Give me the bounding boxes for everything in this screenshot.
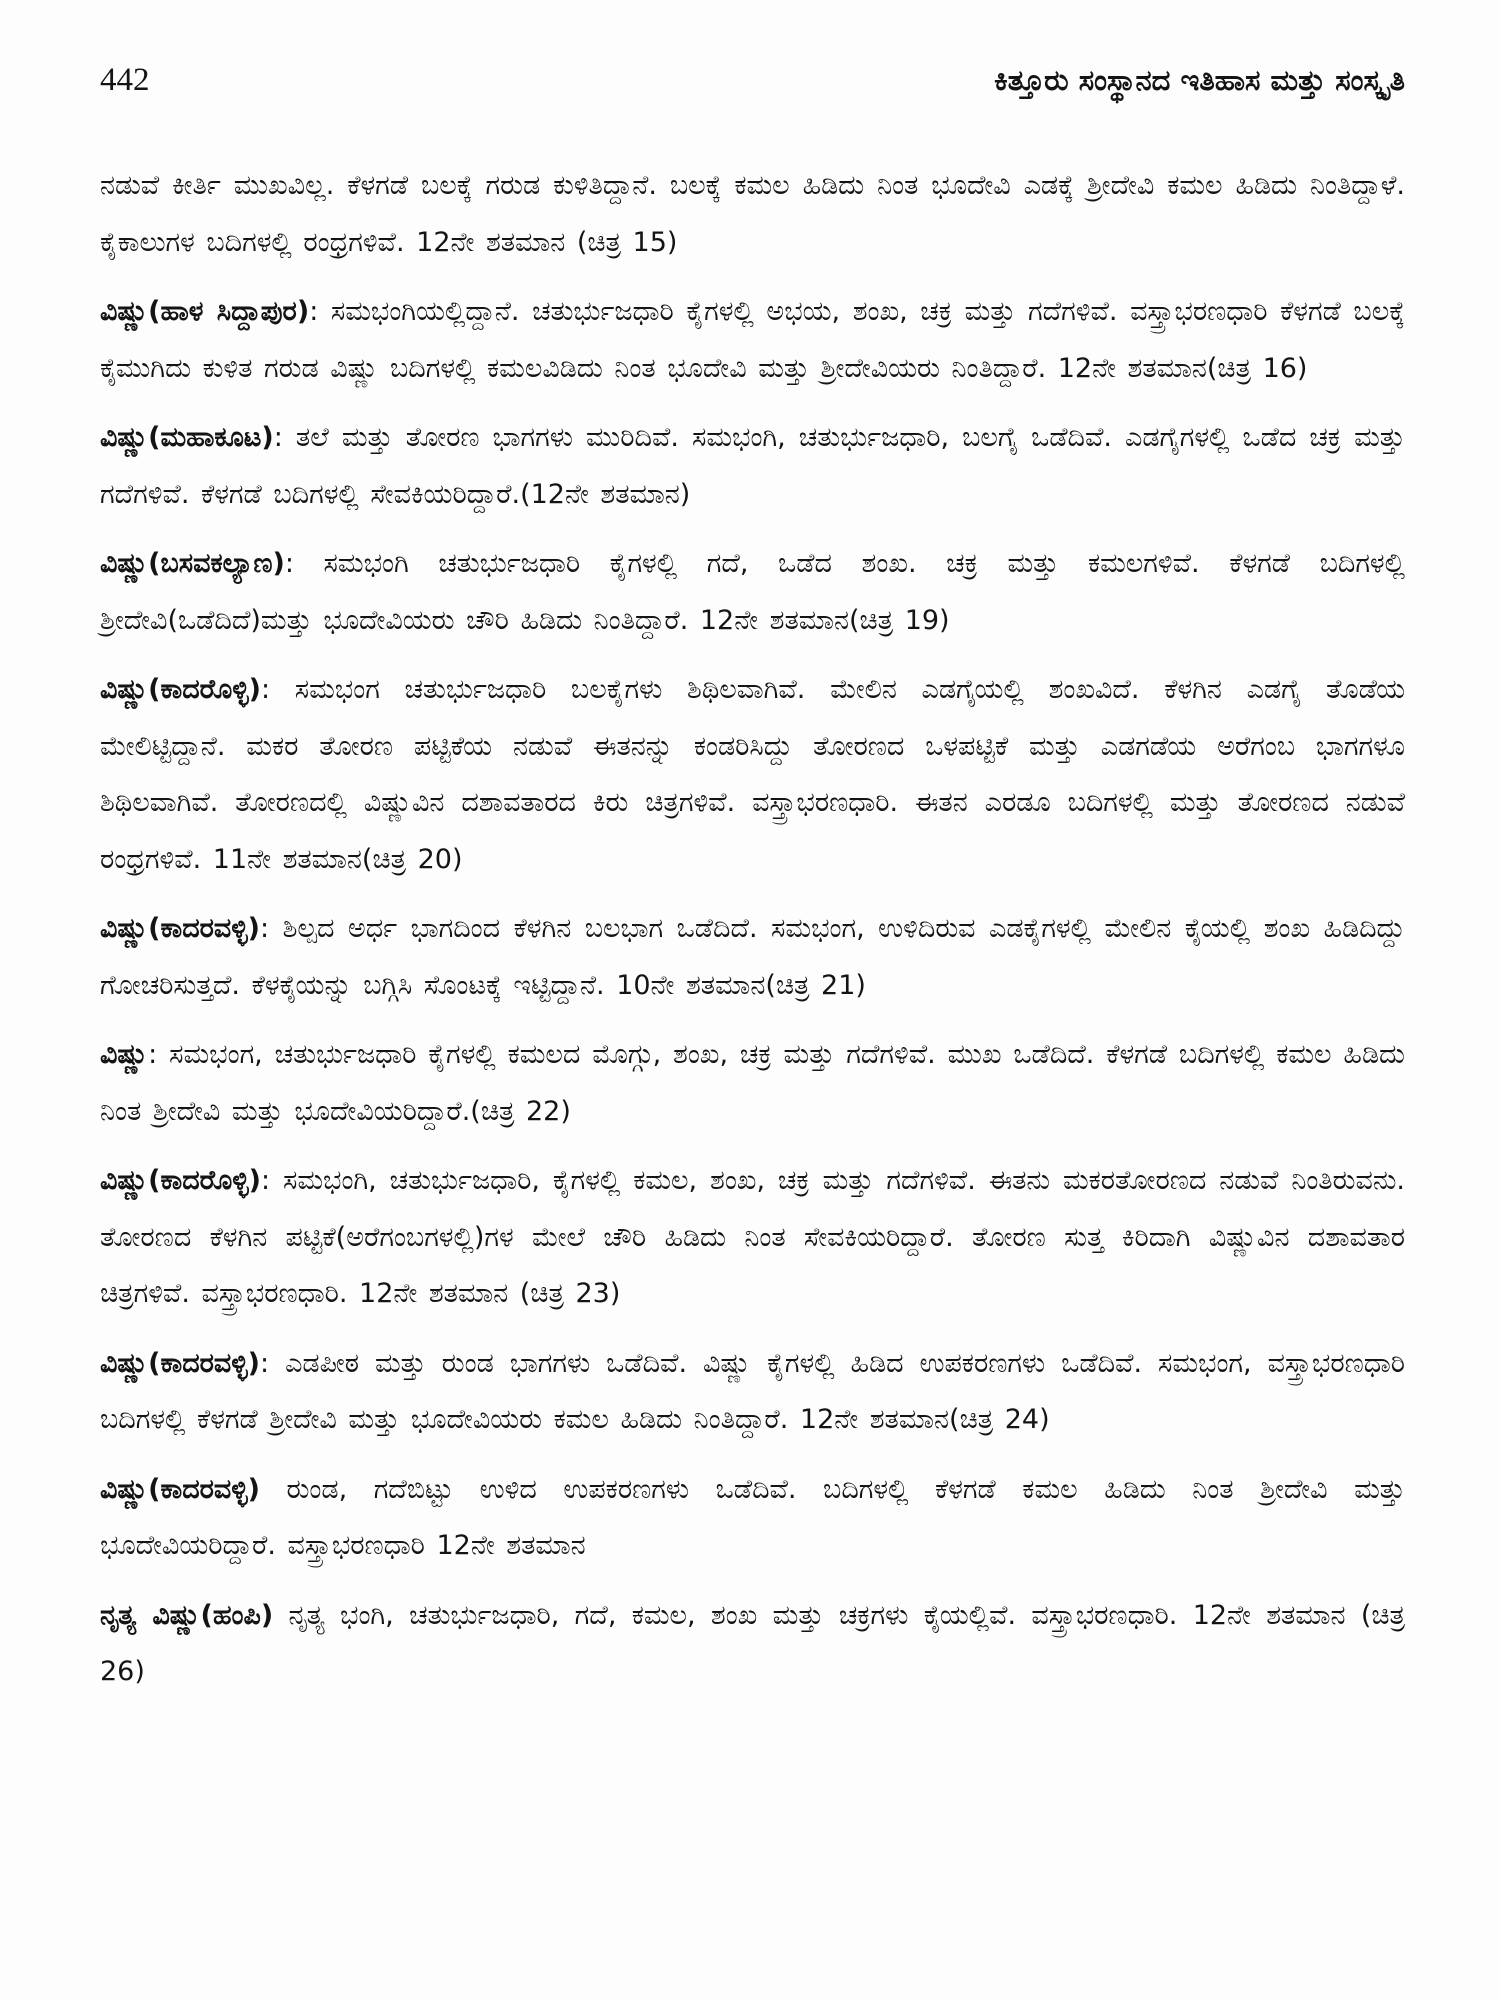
paragraph-title: ವಿಷ್ಣು(ಬಸವಕಲ್ಯಾಣ) (100, 548, 285, 579)
paragraph (100, 536, 1405, 649)
paragraph (100, 1027, 1405, 1140)
paragraph (100, 1153, 1405, 1323)
paragraph (100, 1588, 1405, 1701)
paragraph-text: : ಶಿಲ್ಪದ ಅರ್ಧ ಭಾಗದಿಂದ ಕೆಳಗಿನ ಬಲಭಾಗ ಒಡೆದಿದೆ. ಸಮಭಂಗ, ಉಳಿದಿರುವ ಎಡಕೈಗಳಲ್ಲಿ ಮೇಲಿನ ಕೈಯಲ್ಲಿ ಶಂಖ ಹಿಡಿದಿದ್ದು ಗೋಚರಿಸುತ್ತದೆ. ಕೆಳಕೈಯನ್ನು ಬಗ್ಗಿಸಿ ಸೊಂಟಕ್ಕೆ ಇಟ್ಟಿದ್ದಾನೆ. 10ನೇ ಶತಮಾನ(ಚಿತ್ರ 21) (100, 913, 1405, 1001)
paragraph-text: : ಸಮಭಂಗಿ, ಚತುರ್ಭುಜಧಾರಿ, ಕೈಗಳಲ್ಲಿ ಕಮಲ, ಶಂಖ, ಚಕ್ರ ಮತ್ತು ಗದೆಗಳಿವೆ. ಈತನು ಮಕರತೋರಣದ ನಡುವೆ ನಿಂತಿರುವನು. ತೋರಣದ ಕೆಳಗಿನ ಪಟ್ಟಿಕೆ(ಅರೆಗಂಬಗಳಲ್ಲಿ)ಗಳ ಮೇಲೆ ಚೌರಿ ಹಿಡಿದು ನಿಂತ ಸೇವಕಿಯರಿದ್ದಾರೆ. ತೋರಣ ಸುತ್ತ ಕಿರಿದಾಗಿ ವಿಷ್ಣುವಿನ ದಶಾವತಾರ ಚಿತ್ರಗಳಿವೆ. ವಸ್ತ್ರಾಭರಣಧಾರಿ. 12ನೇ ಶತಮಾನ (ಚಿತ್ರ 23) (100, 1165, 1405, 1309)
paragraph-text: : ಸಮಭಂಗಿಯಲ್ಲಿದ್ದಾನೆ. ಚತುರ್ಭುಜಧಾರಿ ಕೈಗಳಲ್ಲಿ ಅಭಯ, ಶಂಖ, ಚಕ್ರ ಮತ್ತು ಗದೆಗಳಿವೆ. ವಸ್ತ್ರಾಭರಣಧಾರಿ ಕೆಳಗಡೆ ಬಲಕ್ಕೆ ಕೈಮುಗಿದು ಕುಳಿತ ಗರುಡ ವಿಷ್ಣು ಬದಿಗಳಲ್ಲಿ ಕಮಲವಿಡಿದು ನಿಂತ ಭೂದೇವಿ ಮತ್ತು ಶ್ರೀದೇವಿಯರು ನಿಂತಿದ್ದಾರೆ. 12ನೇ ಶತಮಾನ(ಚಿತ್ರ 16) (100, 296, 1405, 384)
paragraph (100, 1462, 1405, 1575)
paragraph-text: : ಸಮಭಂಗ, ಚತುರ್ಭುಜಧಾರಿ ಕೈಗಳಲ್ಲಿ ಕಮಲದ ಮೊಗ್ಗು, ಶಂಖ, ಚಕ್ರ ಮತ್ತು ಗದೆಗಳಿವೆ. ಮುಖ ಒಡೆದಿದೆ. ಕೆಳಗಡೆ ಬದಿಗಳಲ್ಲಿ ಕಮಲ ಹಿಡಿದು ನಿಂತ ಶ್ರೀದೇವಿ ಮತ್ತು ಭೂದೇವಿಯರಿದ್ದಾರೆ.(ಚಿತ್ರ 22) (100, 1039, 1405, 1127)
paragraph (100, 284, 1405, 397)
paragraph-text: : ಎಡಪೀಠ ಮತ್ತು ರುಂಡ ಭಾಗಗಳು ಒಡೆದಿವೆ. ವಿಷ್ಣು ಕೈಗಳಲ್ಲಿ ಹಿಡಿದ ಉಪಕರಣಗಳು ಒಡೆದಿವೆ. ಸಮಭಂಗ, ವಸ್ತ್ರಾಭರಣಧಾರಿ ಬದಿಗಳಲ್ಲಿ ಕೆಳಗಡೆ ಶ್ರೀದೇವಿ ಮತ್ತು ಭೂದೇವಿಯರು ಕಮಲ ಹಿಡಿದು ನಿಂತಿದ್ದಾರೆ. 12ನೇ ಶತಮಾನ(ಚಿತ್ರ 24) (100, 1347, 1405, 1435)
paragraph-title: ವಿಷ್ಣು(ಮಹಾಕೂಟ) (100, 422, 274, 453)
running-title: ಕಿತ್ತೂರು ಸಂಸ್ಥಾನದ ಇತಿಹಾಸ ಮತ್ತು ಸಂಸ್ಕೃತಿ (994, 63, 1405, 97)
paragraph-text: ನೃತ್ಯ ಭಂಗಿ, ಚತುರ್ಭುಜಧಾರಿ, ಗದೆ, ಕಮಲ, ಶಂಖ ಮತ್ತು ಚಕ್ರಗಳು ಕೈಯಲ್ಲಿವೆ. ವಸ್ತ್ರಾಭರಣಧಾರಿ. 12ನೇ ಶತಮಾನ (ಚಿತ್ರ 26) (100, 1599, 1405, 1687)
paragraph-title: ವಿಷ್ಣು(ಕಾದರವಳ್ಳಿ) (100, 1473, 261, 1505)
paragraph (100, 158, 1405, 271)
paragraph (100, 662, 1405, 888)
page-header (100, 62, 1405, 112)
paragraph-text: ರುಂಡ, ಗದೆಬಿಟ್ಟು ಉಳಿದ ಉಪಕರಣಗಳು ಒಡೆದಿವೆ. ಬದಿಗಳಲ್ಲಿ ಕೆಳಗಡೆ ಕಮಲ ಹಿಡಿದು ನಿಂತ ಶ್ರೀದೇವಿ ಮತ್ತು ಭೂದೇವಿಯರಿದ್ದಾರೆ. ವಸ್ತ್ರಾಭರಣಧಾರಿ 12ನೇ ಶತಮಾನ (100, 1473, 1405, 1561)
paragraph-title: ವಿಷ್ಣು(ಕಾದರವಳ್ಳಿ) (100, 913, 261, 944)
paragraph-title: ವಿಷ್ಣು(ಕಾದರೊಳ್ಳಿ) (100, 1165, 261, 1196)
paragraph-title: ವಿಷ್ಣು(ಕಾದರೊಳ್ಳಿ) (100, 674, 261, 705)
paragraph-title: ನೃತ್ಯ ವಿಷ್ಣು(ಹಂಪಿ) (100, 1599, 274, 1631)
paragraph (100, 1336, 1405, 1449)
paragraph-text: : ಸಮಭಂಗ ಚತುರ್ಭುಜಧಾರಿ ಬಲಕೈಗಳು ಶಿಥಿಲವಾಗಿವೆ. ಮೇಲಿನ ಎಡಗೈಯಲ್ಲಿ ಶಂಖವಿದೆ. ಕೆಳಗಿನ ಎಡಗೈ ತೊಡೆಯ ಮೇಲಿಟ್ಟಿದ್ದಾನೆ. ಮಕರ ತೋರಣ ಪಟ್ಟಿಕೆಯ ನಡುವೆ ಈತನನ್ನು ಕಂಡರಿಸಿದ್ದು ತೋರಣದ ಒಳಪಟ್ಟಿಕೆ ಮತ್ತು ಎಡಗಡೆಯ ಅರೆಗಂಬ ಭಾಗಗಳೂ ಶಿಥಿಲವಾಗಿವೆ. ತೋರಣದಲ್ಲಿ ವಿಷ್ಣುವಿನ ದಶಾವತಾರದ ಕಿರು ಚಿತ್ರಗಳಿವೆ. ವಸ್ತ್ರಾಭರಣಧಾರಿ. ಈತನ ಎರಡೂ ಬದಿಗಳಲ್ಲಿ ಮತ್ತು ತೋರಣದ ನಡುವೆ ರಂಧ್ರಗಳಿವೆ. 11ನೇ ಶತಮಾನ(ಚಿತ್ರ 20) (100, 674, 1405, 875)
paragraph (100, 410, 1405, 523)
page-body (100, 158, 1405, 1714)
paragraph-text: : ಸಮಭಂಗಿ ಚತುರ್ಭುಜಧಾರಿ ಕೈಗಳಲ್ಲಿ ಗದೆ, ಒಡೆದ ಶಂಖ. ಚಕ್ರ ಮತ್ತು ಕಮಲಗಳಿವೆ. ಕೆಳಗಡೆ ಬದಿಗಳಲ್ಲಿ ಶ್ರೀದೇವಿ(ಒಡೆದಿದೆ)ಮತ್ತು ಭೂದೇವಿಯರು ಚೌರಿ ಹಿಡಿದು ನಿಂತಿದ್ದಾರೆ. 12ನೇ ಶತಮಾನ(ಚಿತ್ರ 19) (100, 548, 1405, 636)
paragraph-text: ನಡುವೆ ಕೀರ್ತಿ ಮುಖವಿಲ್ಲ. ಕೆಳಗಡೆ ಬಲಕ್ಕೆ ಗರುಡ ಕುಳಿತಿದ್ದಾನೆ. ಬಲಕ್ಕೆ ಕಮಲ ಹಿಡಿದು ನಿಂತ ಭೂದೇವಿ ಎಡಕ್ಕೆ ಶ್ರೀದೇವಿ ಕಮಲ ಹಿಡಿದು ನಿಂತಿದ್ದಾಳೆ. ಕೈಕಾಲುಗಳ ಬದಿಗಳಲ್ಲಿ ರಂಧ್ರಗಳಿವೆ. 12ನೇ ಶತಮಾನ (ಚಿತ್ರ 15) (100, 170, 1405, 258)
paragraph (100, 901, 1405, 1014)
paragraph-title: ವಿಷ್ಣು(ಹಾಳ ಸಿದ್ದಾಪುರ) (100, 296, 310, 327)
paragraph-text: : ತಲೆ ಮತ್ತು ತೋರಣ ಭಾಗಗಳು ಮುರಿದಿವೆ. ಸಮಭಂಗಿ, ಚತುರ್ಭುಜಧಾರಿ, ಬಲಗೈ ಒಡೆದಿವೆ. ಎಡಗೈಗಳಲ್ಲಿ ಒಡೆದ ಚಕ್ರ ಮತ್ತು ಗದೆಗಳಿವೆ. ಕೆಳಗಡೆ ಬದಿಗಳಲ್ಲಿ ಸೇವಕಿಯರಿದ್ದಾರೆ.(12ನೇ ಶತಮಾನ) (100, 422, 1405, 510)
page-number: 442 (100, 62, 150, 98)
paragraph-title: ವಿಷ್ಣು(ಕಾದರವಳ್ಳಿ) (100, 1347, 261, 1379)
paragraph-title: ವಿಷ್ಣು (100, 1039, 149, 1070)
